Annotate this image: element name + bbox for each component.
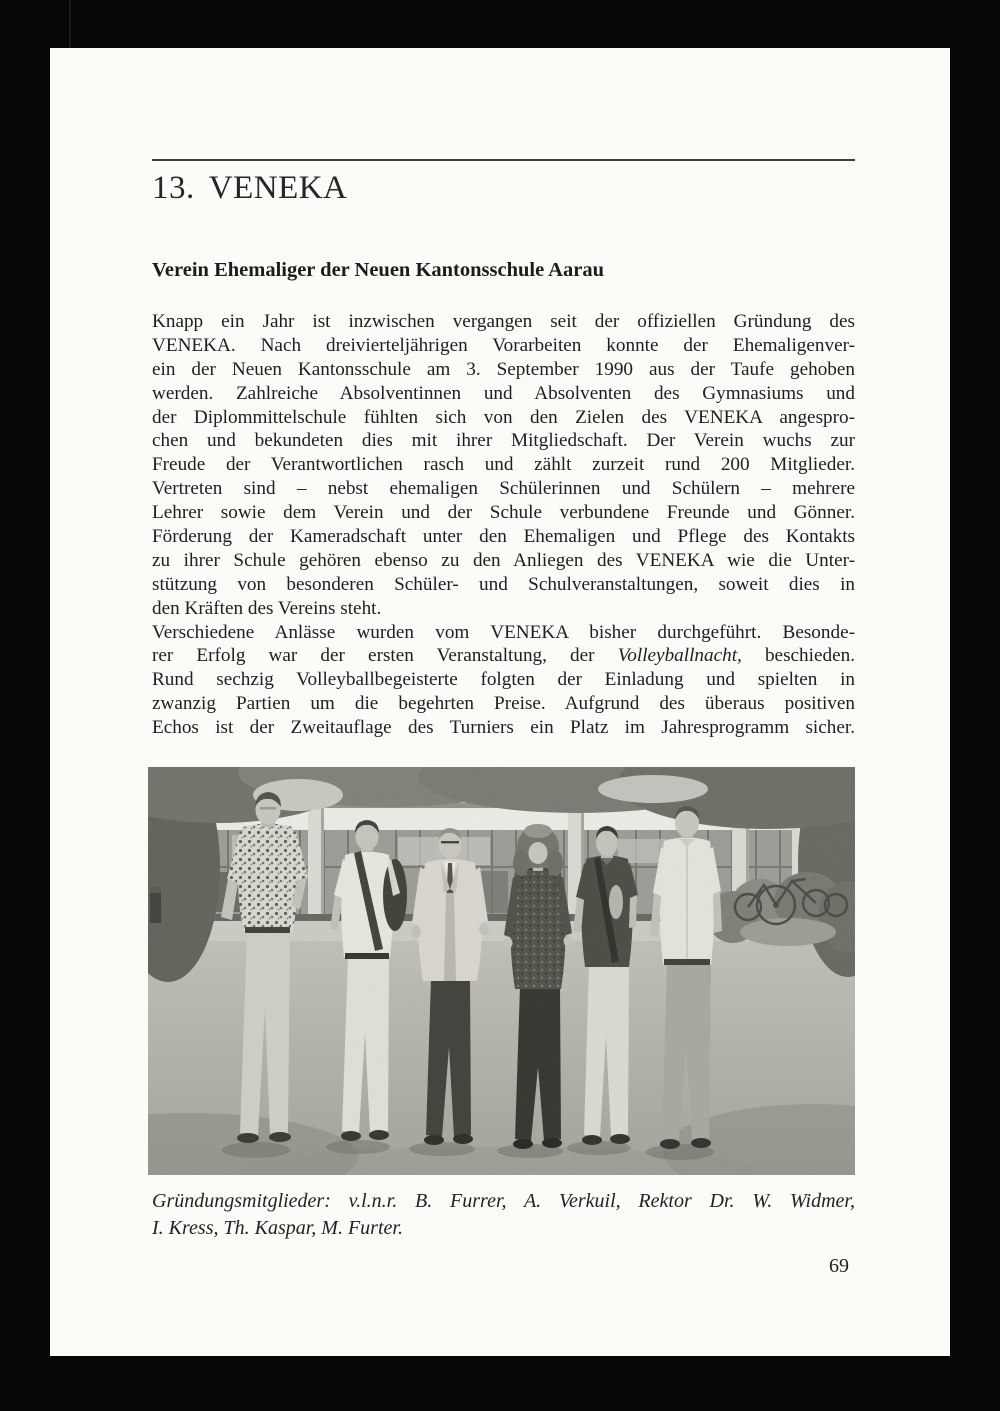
body-line: Vertreten sind – nebst ehemaligen Schülerinnen und Schülern – mehrere xyxy=(152,478,855,500)
body-line: Verschiedene Anlässe wurden vom VENEKA bisher durchgeführt. Besonde- xyxy=(152,621,855,643)
chapter-title xyxy=(152,170,347,207)
photo-figure xyxy=(148,767,855,1175)
page-number: 69 xyxy=(829,1255,849,1277)
body-line: Förderung der Kameradschaft unter den Ehemaligen und Pflege des Kontakts xyxy=(152,526,855,548)
book-page xyxy=(50,48,950,1356)
scan-artifact-line xyxy=(69,0,71,48)
chapter-rule xyxy=(152,159,855,161)
body-line: den Kräften des Vereins steht. xyxy=(152,597,382,619)
body-line: werden. Zahlreiche Absolventinnen und Absolventen des Gymnasiums und xyxy=(152,382,855,404)
caption-line: Gründungsmitglieder: v.l.n.r. B. Furrer, A. Verkuil, Rektor Dr. W. Widmer, xyxy=(152,1190,855,1212)
body-line: Freude der Verantwortlichen rasch und zählt zurzeit rund 200 Mitglieder. xyxy=(152,454,855,476)
photo-caption xyxy=(152,1188,855,1242)
body-line: der Diplommittelschule fühlten sich von den Zielen des VENEKA angespro- xyxy=(152,406,855,428)
article-subtitle: Verein Ehemaliger der Neuen Kantonsschule Aarau xyxy=(152,259,604,281)
body-line: zu ihrer Schule gehören ebenso zu den Anliegen des VENEKA wie die Unter- xyxy=(152,549,855,571)
caption-line: I. Kress, Th. Kaspar, M. Furter. xyxy=(152,1217,403,1239)
body-line: Knapp ein Jahr ist inzwischen vergangen seit der offiziellen Gründung des xyxy=(152,311,855,332)
body-line: Echos ist der Zweitauflage des Turniers ein Platz im Jahresprogramm sicher. xyxy=(152,717,855,739)
group-photo xyxy=(148,767,855,1175)
body-text xyxy=(152,310,855,740)
body-line: ein der Neuen Kantonsschule am 3. September 1990 aus der Taufe gehoben xyxy=(152,358,855,380)
body-line: stützung von besonderen Schüler- und Schulveranstaltungen, soweit dies in xyxy=(152,573,855,595)
body-line: Lehrer sowie dem Verein und der Schule verbundene Freunde und Gönner. xyxy=(152,502,855,524)
body-line: Rund sechzig Volleyballbegeisterte folgten der Einladung und spielten in xyxy=(152,669,855,691)
body-line: chen und bekundeten dies mit ihrer Mitgliedschaft. Der Verein wuchs zur xyxy=(152,430,855,452)
body-line: VENEKA. Nach dreivierteljährigen Vorarbeiten konnte der Ehemaligenver- xyxy=(152,334,855,356)
body-line: rer Erfolg war der ersten Veranstaltung, der Volleyballnacht, beschieden. xyxy=(152,645,855,667)
chapter-number: 13. xyxy=(152,170,195,206)
chapter-name: VENEKA xyxy=(208,170,348,206)
body-line: zwanzig Partien um die begehrten Preise. Aufgrund des überaus positiven xyxy=(152,693,855,715)
